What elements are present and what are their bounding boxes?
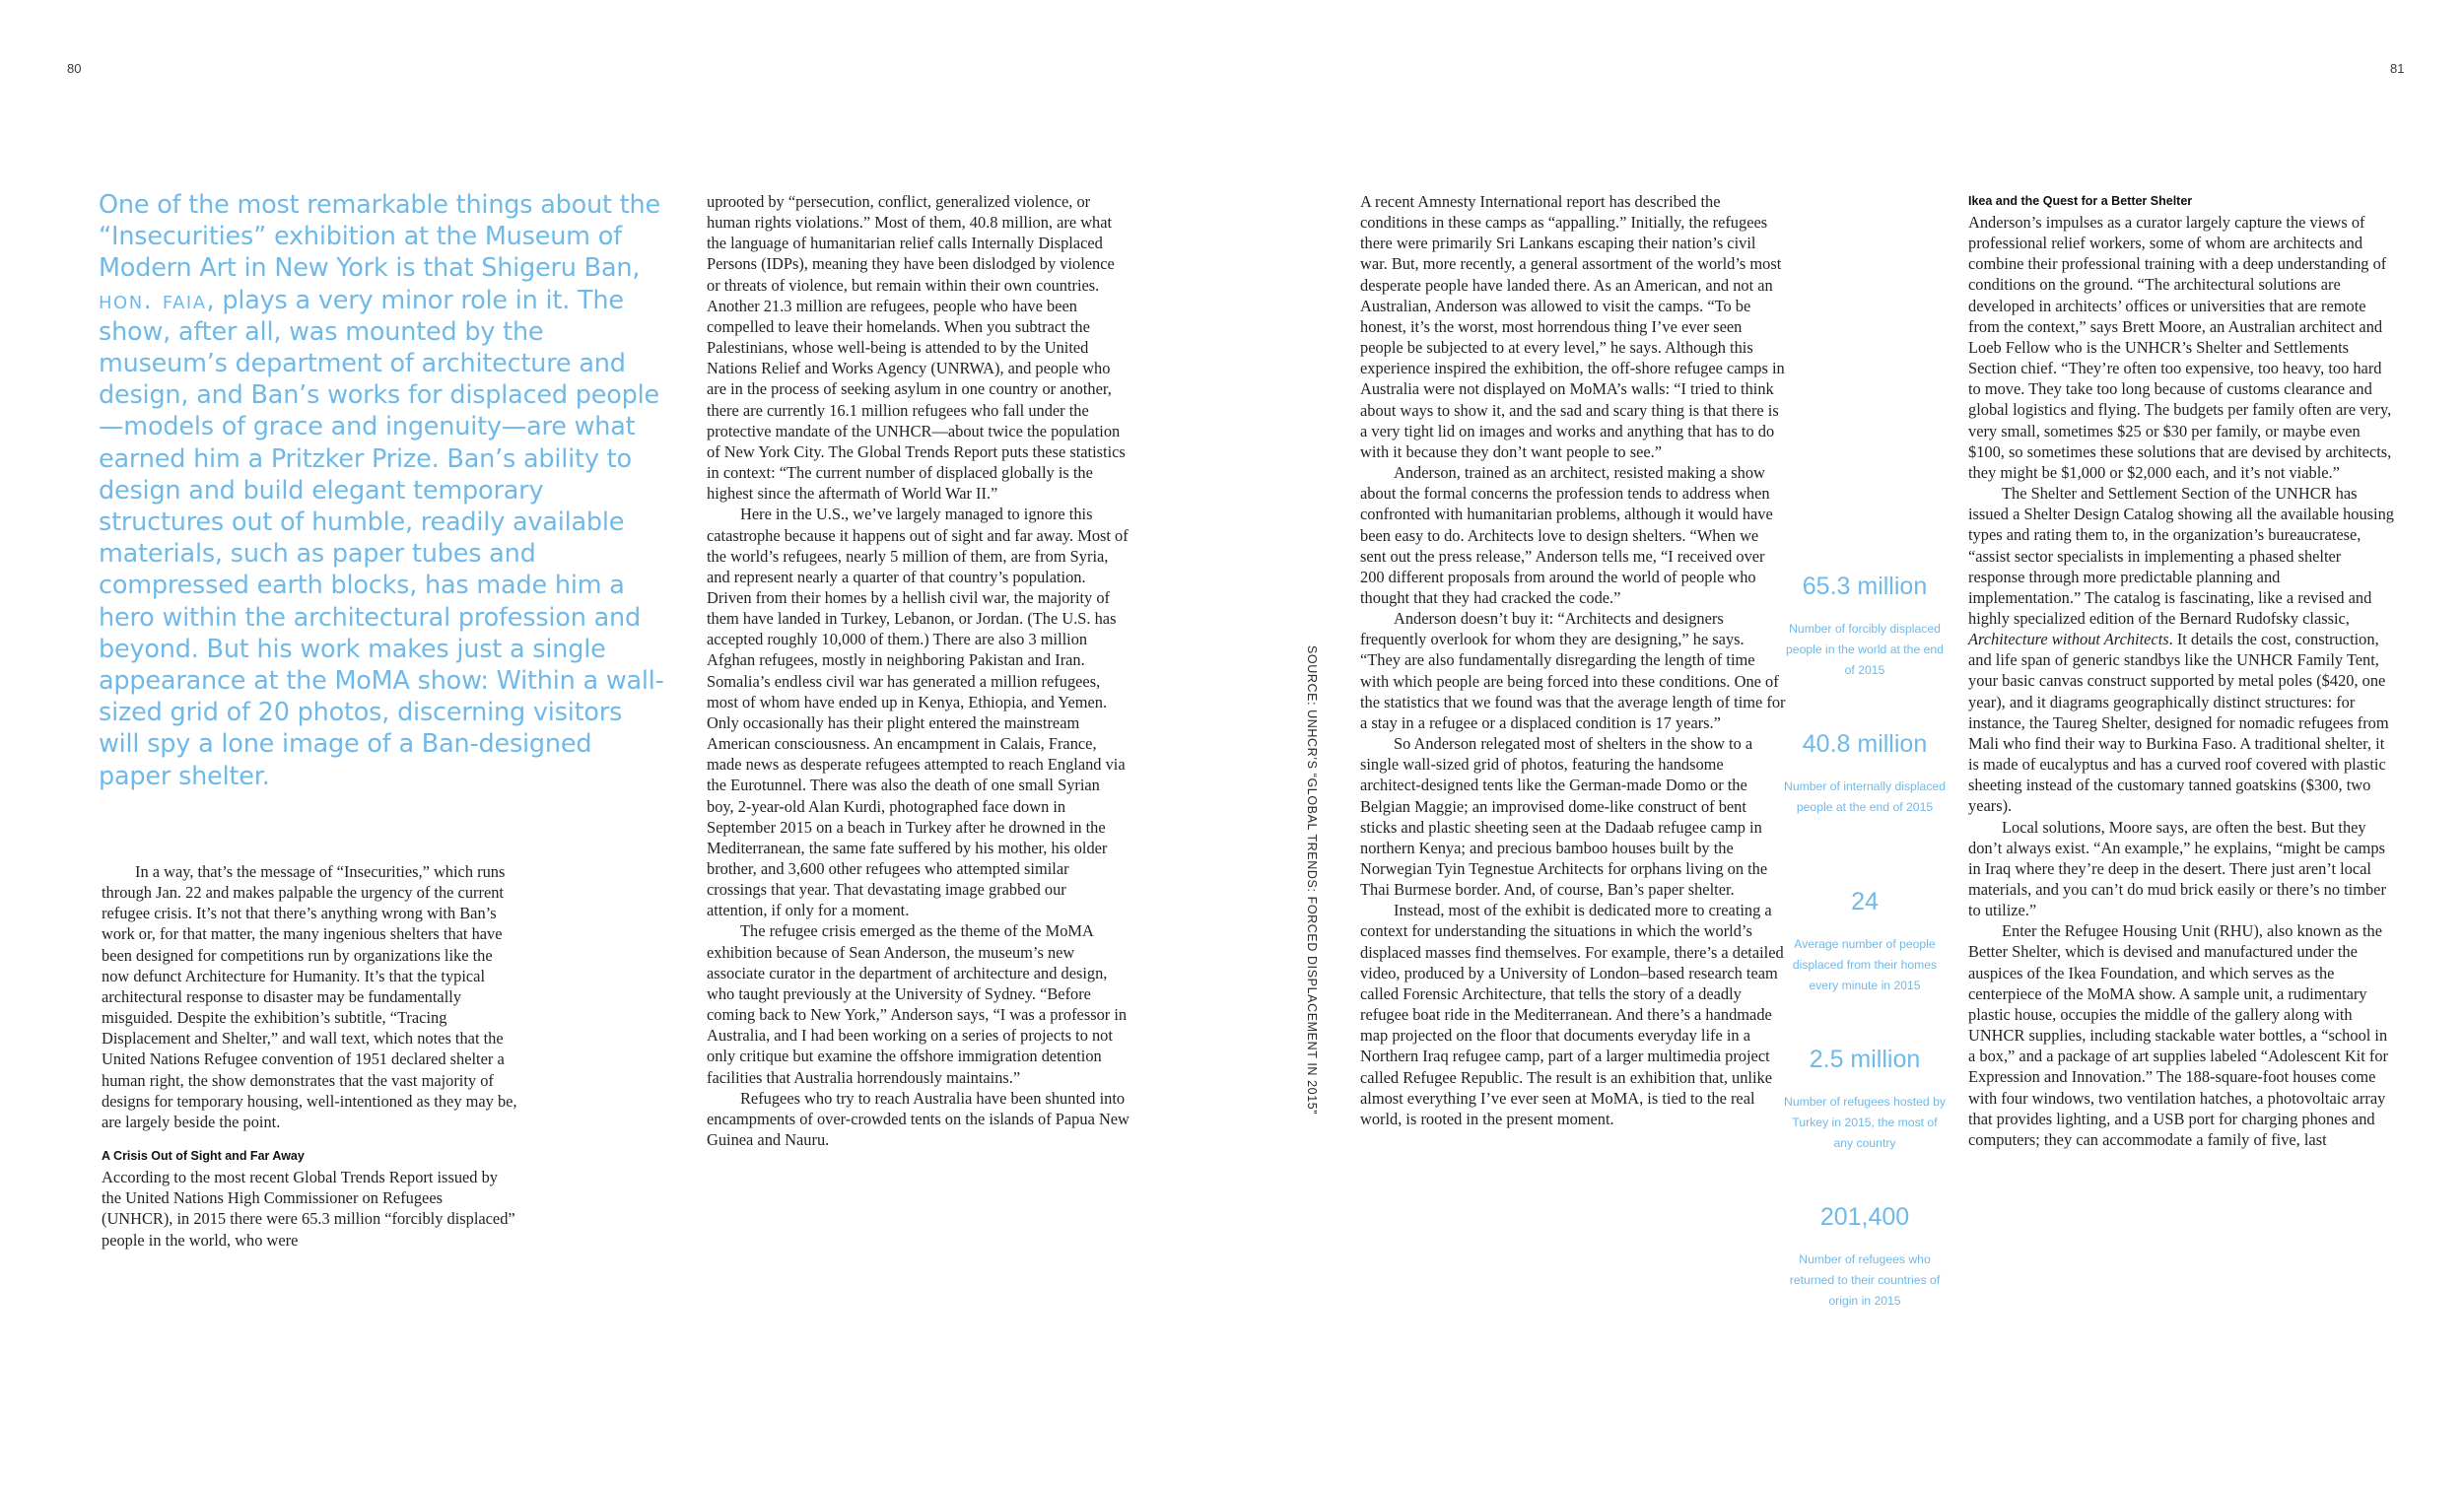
- paragraph: uprooted by “persecution, conflict, generalized violence, or human rights violations.” Most of them, 40.8 million, are what the language of humanitarian relief calls Internally Displaced Persons (IDPs), meaning they have been dislodged by violence or threats of violence, but remain within their own countries. Another 21.3 million are refugees, people who have been compelled to leave their homelands. When you subtract the Palestinians, whose well-being is attended to by the United Nations Relief and Works Agency (UNRWA), and people who are in the process of seeking asylum in one country or another, there are currently 16.1 million refugees who fall under the protective mandate of the UNHCR—about twice the population of New York City. The Global Trends Report puts these statistics in context: “The current number of displaced globally is the highest since the aftermath of World War II.”: [707, 192, 1126, 504]
- article-column-2: [707, 191, 1130, 1150]
- stat-value: 65.3 million: [1802, 573, 1928, 600]
- article-column-4: [1968, 191, 2394, 1150]
- section-heading: A Crisis Out of Sight and Far Away: [102, 1149, 305, 1164]
- paragraph: According to the most recent Global Trends Report issued by the United Nations High Commissioner on Refugees (UNHCR), in 2015 there were 65.3 million “forcibly displaced” people in the world, who were: [102, 1168, 515, 1250]
- stat-description: Number of refugees who returned to their countries of origin in 2015: [1789, 1252, 1941, 1308]
- page-number-left: 80: [67, 61, 82, 76]
- stat-description: Average number of people displaced from their homes every minute in 2015: [1792, 937, 1938, 992]
- paragraph: Anderson doesn’t buy it: “Architects and designers frequently overlook for whom they are designing,” he says. “They are also fundamentally disregarding the length of time with which people are being forced into these conditions. One of the statistics that we found was that the average length of time for a stay in a refugee or a displaced condition is 17 years.”: [1360, 609, 1786, 732]
- paragraph: Anderson, trained as an architect, resisted making a show about the formal concerns the profession tends to address when confronted with humanitarian problems, although it would have been easy to do. Architects love to design shelters. “When we sent out the press release,” Anderson tells me, “I received over 200 different proposals from around the world of people who thought that they had cracked the code.”: [1360, 463, 1773, 607]
- stat-description: Number of internally displaced people at the end of 2015: [1784, 779, 1946, 814]
- article-column-3: [1360, 191, 1786, 1129]
- pull-quote-text-2: , plays a very minor role in it. The show, after all, was mounted by the museum’s department of architecture and design, and Ban’s works for displaced people—models of grace and ingenuity—are what earned him a Pritzker Prize. Ban’s ability to design and build elegant temporary structures out of humble, readily available materials, such as paper tubes and compressed earth blocks, has made him a hero within the architectural profession and beyond. But his work makes just a single appearance at the MoMA show: Within a wall-sized grid of 20 photos, discerning visitors will spy a lone image of a Ban-designed paper shelter.: [99, 285, 664, 791]
- stat-block: [1782, 1044, 1948, 1154]
- section-heading: Ikea and the Quest for a Better Shelter: [1968, 194, 2193, 208]
- stat-description: Number of refugees hosted by Turkey in 2015, the most of any country: [1784, 1095, 1946, 1150]
- stat-block: [1782, 1201, 1948, 1312]
- stat-block: [1782, 571, 1948, 681]
- pull-quote: [99, 189, 665, 792]
- pull-quote-text-1: One of the most remarkable things about the “Insecurities” exhibition at the Museum of Modern Art in New York is that Shigeru Ban,: [99, 190, 660, 284]
- paragraph-text: The Shelter and Settlement Section of the UNHCR has issued a Shelter Design Catalog showing all the available housing types and rating them to, in the organization’s bureaucratese, “assist sector specialists in implementing a phased shelter response through more predictable planning and implementation.” The catalog is fascinating, like a revised and highly specialized edition of the Bernard Rudofsky classic,: [1968, 484, 2394, 628]
- paragraph: So Anderson relegated most of shelters in the show to a single wall-sized grid of photos, featuring the handsome architect-designed tents like the German-made Domo or the Belgian Maggie; an improvised dome-like construct of bent sticks and plastic sheeting seen at the Dadaab refugee camp in northern Kenya; and precious bamboo houses built by the Norwegian Tyin Tegnestue Architects for orphans living on the Thai Burmese border. And, of course, Ban’s paper shelter.: [1360, 734, 1768, 900]
- stat-value: 24: [1851, 888, 1879, 915]
- paragraph-text: . It details the cost, construction, and life span of generic standbys like the UNHCR Family Tent, your basic canvas construct supported by metal poles ($420, one year), and it diagrams geographically distinct structures: for instance, the Taureg Shelter, designed for nomadic refugees from Mali who find their way to Burkina Faso. A traditional shelter, it is made of eucalyptus and has a curved roof covered with plastic sheeting instead of the customary tanned goatskins ($300, two years).: [1968, 630, 2389, 816]
- stat-value: 2.5 million: [1809, 1046, 1921, 1073]
- article-column-1: [102, 861, 517, 1251]
- book-title: Architecture without Architects: [1968, 630, 2169, 649]
- paragraph: Instead, most of the exhibit is dedicated more to creating a context for understanding the situations in which the world’s displaced masses find themselves. For example, there’s a detailed video, produced by a University of London–based research team called Forensic Architecture, that tells the story of a deadly refugee boat ride in the Mediterranean. And there’s a handmade map projected on the floor that documents everyday life in a Northern Iraq refugee camp, part of a larger multimedia project called Refugee Republic. The result is an exhibition that, unlike almost everything I’ve ever seen at MoMA, is tied to the real world, is rooted in the present moment.: [1360, 901, 1784, 1128]
- paragraph: Local solutions, Moore says, are often the best. But they don’t always exist. “An example,” he explains, “might be camps in Iraq where they’re deep in the desert. There just aren’t local materials, and you can’t do mud brick easily or there’s no timber to utilize.”: [1968, 817, 2386, 920]
- paragraph: In a way, that’s the message of “Insecurities,” which runs through Jan. 22 and makes palpable the urgency of the current refugee crisis. It’s not that there’s anything wrong with Ban’s work or, for that matter, the many ingenious shelters that have been designed for competitions run by organizations like the now defunct Architecture for Humanity. It’s that the typical architectural response to disaster may be fundamentally misguided. Despite the exhibition’s subtitle, “Tracing Displacement and Shelter,” and wall text, which notes that the United Nations Refugee convention of 1951 declared shelter a human right, the show demonstrates that the vast majority of designs for temporary housing, well-intentioned as they may be, are largely beside the point.: [102, 862, 517, 1131]
- paragraph: Refugees who try to reach Australia have been shunted into encampments of over-crowded tents on the islands of Papua New Guinea and Nauru.: [707, 1088, 1129, 1150]
- paragraph: [1968, 483, 2394, 817]
- paragraph: A recent Amnesty International report has described the conditions in these camps as “appalling.” Initially, the refugees there were primarily Sri Lankans escaping their nation’s civil war. But, more recently, a general assortment of the world’s most desperate people have landed there. As an American, and not an Australian, Anderson was allowed to visit the camps. “To be honest, it’s the worst, most horrendous thing I’ve ever seen people be subjected to at every level,” he says. Although this experience inspired the exhibition, the off-shore refugee camps in Australia were not displayed on MoMA’s walls: “I tried to think about ways to show it, and the sad and scary thing is that there is a very tight lid on images and works and anything that has to do with it because they don’t want people to see.”: [1360, 192, 1785, 461]
- stat-description: Number of forcibly displaced people in the world at the end of 2015: [1786, 622, 1944, 677]
- stat-value: 201,400: [1819, 1203, 1910, 1231]
- paragraph: Enter the Refugee Housing Unit (RHU), also known as the Better Shelter, which is devised and manufactured under the auspices of the Ikea Foundation, and which serves as the centerpiece of the MoMA show. A sample unit, a rudimentary plastic house, occupies the middle of the gallery along with UNHCR supplies, including stackable water bottles, a “school in a box,” and a package of art supplies labeled “Adolescent Kit for Expression and Innovation.” The 188-square-foot houses come with four windows, two ventilation hatches, a photovoltaic array that provides lighting, and a USB port for charging phones and computers; they can accommodate a family of five, last: [1968, 921, 2388, 1149]
- page-number-right: 81: [2390, 61, 2405, 76]
- honorific: hon. faia: [99, 285, 207, 315]
- source-note: SOURCE: UNHCR’S “GLOBAL TRENDS: FORCED DISPLACEMENT IN 2015”: [1305, 644, 1319, 1116]
- stat-block: [1782, 728, 1948, 818]
- stat-block: [1782, 886, 1948, 996]
- paragraph: The refugee crisis emerged as the theme of the MoMA exhibition because of Sean Anderson, the museum’s new associate curator in the department of architecture and design, who taught previously at the University of Sydney. “Before coming back to New York,” Anderson says, “I was a professor in Australia, and I had been working on a series of projects to not only critique but examine the offshore immigration detention facilities that Australia horrendously maintains.”: [707, 921, 1128, 1087]
- stat-value: 40.8 million: [1802, 730, 1928, 758]
- paragraph: Here in the U.S., we’ve largely managed to ignore this catastrophe because it happens out of sight and far away. Most of the world’s refugees, nearly 5 million of them, are from Syria, and represent nearly a quarter of that country’s population. Driven from their homes by a hellish civil war, the majority of them have landed in Turkey, Lebanon, or Jordan. (The U.S. has accepted roughly 10,000 of them.) There are also 3 million Afghan refugees, mostly in neighboring Pakistan and Iran. Somalia’s endless civil war has generated a million refugees, most of whom have ended up in Kenya, Ethiopia, and Yemen. Only occasionally has their plight entered the mainstream American consciousness. An encampment in Calais, France, made news as desperate refugees attempted to reach England via the Eurotunnel. There was also the death of one small Syrian boy, 2-year-old Alan Kurdi, photographed face down in September 2015 on a beach in Turkey after he drowned in the Mediterranean, the same fate suffered by his mother, his older brother, and 3,600 other refugees who attempted similar crossings that year. That devastating image grabbed our attention, if only for a moment.: [707, 505, 1129, 920]
- paragraph: Anderson’s impulses as a curator largely capture the views of professional relief workers, some of whom are architects and combine their professional training with a deep understanding of conditions on the ground. “The architectural solutions are developed in architects’ offices or universities that are remote from the context,” says Brett Moore, an Australian architect and Loeb Fellow who is the UNHCR’s Shelter and Settlements Section chief. “They’re often too expensive, too heavy, too hard to move. They take too long because of customs clearance and global logistics and flying. The budgets per family often are very, very small, sometimes $25 or $30 per family, or maybe even $100, so sometimes these solutions that are devised by architects, they might be $1,000 or $2,000 each, and it’s not viable.”: [1968, 213, 2392, 482]
